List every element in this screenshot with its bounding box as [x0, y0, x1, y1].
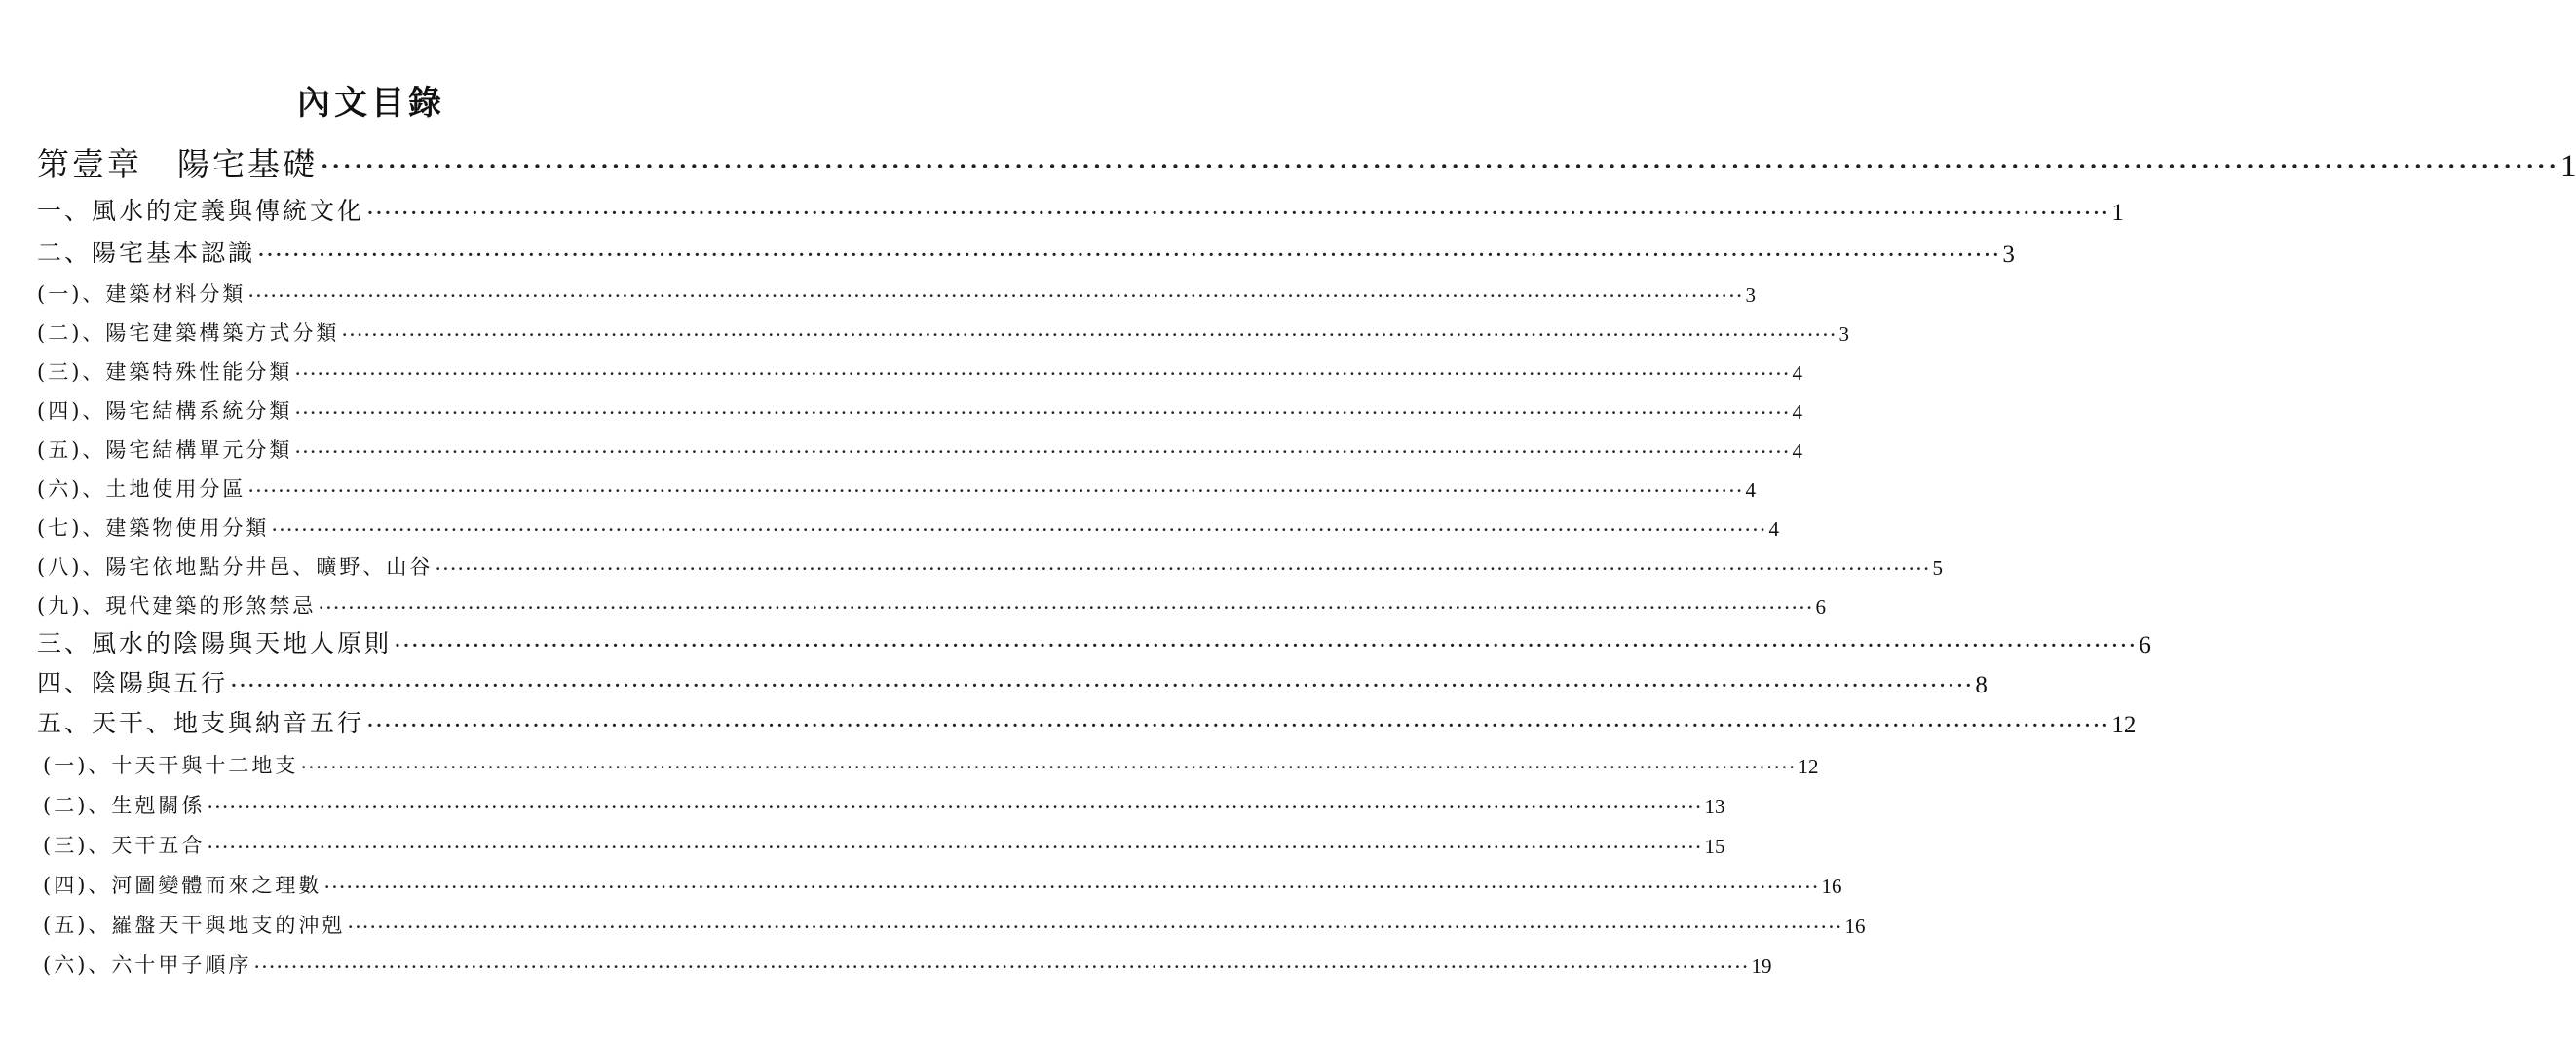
toc-entry-label: (三)、天干五合: [43, 834, 206, 857]
toc-entry-label: 第壹章 陽宅基礎: [37, 145, 318, 183]
toc-entry-label: (二)、陽宅建築構築方式分類: [37, 321, 340, 345]
toc-entry[interactable]: [37, 425, 1802, 464]
toc-entry[interactable]: [37, 134, 2576, 185]
toc-entry-page-number: 6: [1815, 595, 1826, 618]
dot-leader: ········································································································································································································: [394, 631, 2138, 659]
toc-entry[interactable]: [37, 939, 1772, 979]
dot-leader: ········································································································································································································: [318, 596, 1814, 619]
dot-leader: ········································································································································································································: [230, 671, 1974, 699]
dot-leader: ········································································································································································································: [323, 876, 1820, 899]
toc-entry[interactable]: [37, 269, 1756, 308]
toc-entry-page-number: 6: [2139, 632, 2151, 658]
toc-entry-label: (四)、河圖變體而來之理數: [43, 874, 322, 897]
toc-entry[interactable]: [37, 542, 1943, 580]
toc-entry-label: 一、風水的定義與傳統文化: [37, 197, 365, 225]
dot-leader: ········································································································································································································: [347, 916, 1843, 939]
toc-entry-page-number: 1: [2559, 149, 2576, 184]
toc-entry-label: (二)、生剋關係: [43, 794, 206, 817]
dot-leader: ········································································································································································································: [253, 955, 1750, 979]
toc-entry[interactable]: [37, 659, 1988, 699]
dot-leader: ········································································································································································································: [207, 796, 1703, 819]
toc-entry[interactable]: [37, 739, 1819, 779]
dot-leader: ········································································································································································································: [294, 362, 1791, 386]
toc-entry-label: (一)、建築材料分類: [37, 282, 246, 306]
toc-entry-label: 二、陽宅基本認識: [37, 239, 256, 267]
table-of-contents: [37, 134, 2576, 979]
toc-entry-page-number: 4: [1768, 517, 1779, 541]
dot-leader: ········································································································································································································: [341, 323, 1837, 347]
page-title: 內文目錄: [297, 84, 445, 123]
dot-leader: ········································································································································································································: [435, 557, 1931, 580]
toc-entry[interactable]: [37, 580, 1826, 619]
toc-entry-label: (七)、建築物使用分類: [37, 516, 270, 540]
toc-entry-page-number: 13: [1704, 795, 1725, 818]
toc-entry-label: (三)、建築特殊性能分類: [37, 360, 293, 384]
toc-entry-label: 三、風水的陰陽與天地人原則: [37, 629, 393, 657]
toc-entry-page-number: 3: [1838, 322, 1849, 346]
toc-entry-page-number: 19: [1751, 954, 1772, 978]
toc-entry[interactable]: [37, 185, 2124, 227]
toc-entry[interactable]: [37, 819, 1725, 859]
toc-entry[interactable]: [37, 899, 1866, 939]
toc-entry[interactable]: [37, 859, 1842, 899]
toc-entry-label: (四)、陽宅結構系統分類: [37, 399, 293, 423]
toc-entry-page-number: 8: [1975, 672, 1988, 698]
dot-leader: ········································································································································································································: [294, 440, 1791, 464]
toc-entry-page-number: 4: [1792, 400, 1802, 424]
dot-leader: ········································································································································································································: [247, 284, 1744, 308]
toc-entry-label: (九)、現代建築的形煞禁忌: [37, 594, 317, 617]
toc-entry[interactable]: [37, 619, 2151, 659]
toc-entry-label: (八)、陽宅依地點分井邑、曠野、山谷: [37, 555, 434, 579]
toc-entry[interactable]: [37, 779, 1725, 819]
toc-entry[interactable]: [37, 699, 2137, 739]
toc-entry-label: (六)、六十甲子順序: [43, 954, 252, 977]
toc-entry-page-number: 3: [1745, 283, 1756, 307]
toc-entry-page-number: 12: [2111, 712, 2137, 738]
toc-entry[interactable]: [37, 464, 1756, 503]
dot-leader: ········································································································································································································: [271, 518, 1767, 542]
toc-entry-label: (一)、十天干與十二地支: [43, 754, 299, 777]
toc-entry-page-number: 5: [1932, 556, 1943, 580]
toc-entry-label: (五)、陽宅結構單元分類: [37, 438, 293, 462]
toc-entry-label: (六)、土地使用分區: [37, 477, 246, 501]
dot-leader: ········································································································································································································: [320, 147, 2558, 185]
toc-entry-page-number: 12: [1798, 755, 1819, 778]
toc-entry-label: 五、天干、地支與納音五行: [37, 709, 365, 737]
dot-leader: ········································································································································································································: [257, 241, 2001, 269]
toc-entry-page-number: 16: [1821, 875, 1842, 898]
toc-entry[interactable]: [37, 308, 1849, 347]
toc-entry-page-number: 1: [2111, 200, 2124, 226]
dot-leader: ········································································································································································································: [207, 836, 1703, 859]
toc-entry-label: 四、陰陽與五行: [37, 669, 229, 697]
toc-entry-page-number: 3: [2002, 242, 2015, 268]
dot-leader: ········································································································································································································: [247, 479, 1744, 503]
toc-entry-label: (五)、羅盤天干與地支的沖剋: [43, 914, 346, 937]
dot-leader: ········································································································································································································: [366, 199, 2110, 227]
toc-entry-page-number: 15: [1704, 835, 1725, 858]
toc-entry[interactable]: [37, 227, 2015, 269]
dot-leader: ········································································································································································································: [294, 401, 1791, 425]
toc-entry-page-number: 4: [1792, 361, 1802, 385]
toc-entry-page-number: 16: [1844, 915, 1866, 938]
toc-entry[interactable]: [37, 386, 1802, 425]
toc-entry-page-number: 4: [1745, 478, 1756, 502]
toc-entry[interactable]: [37, 347, 1802, 386]
toc-entry[interactable]: [37, 503, 1779, 542]
toc-entry-page-number: 4: [1792, 439, 1802, 463]
dot-leader: ········································································································································································································: [366, 711, 2110, 739]
dot-leader: ········································································································································································································: [300, 756, 1797, 779]
